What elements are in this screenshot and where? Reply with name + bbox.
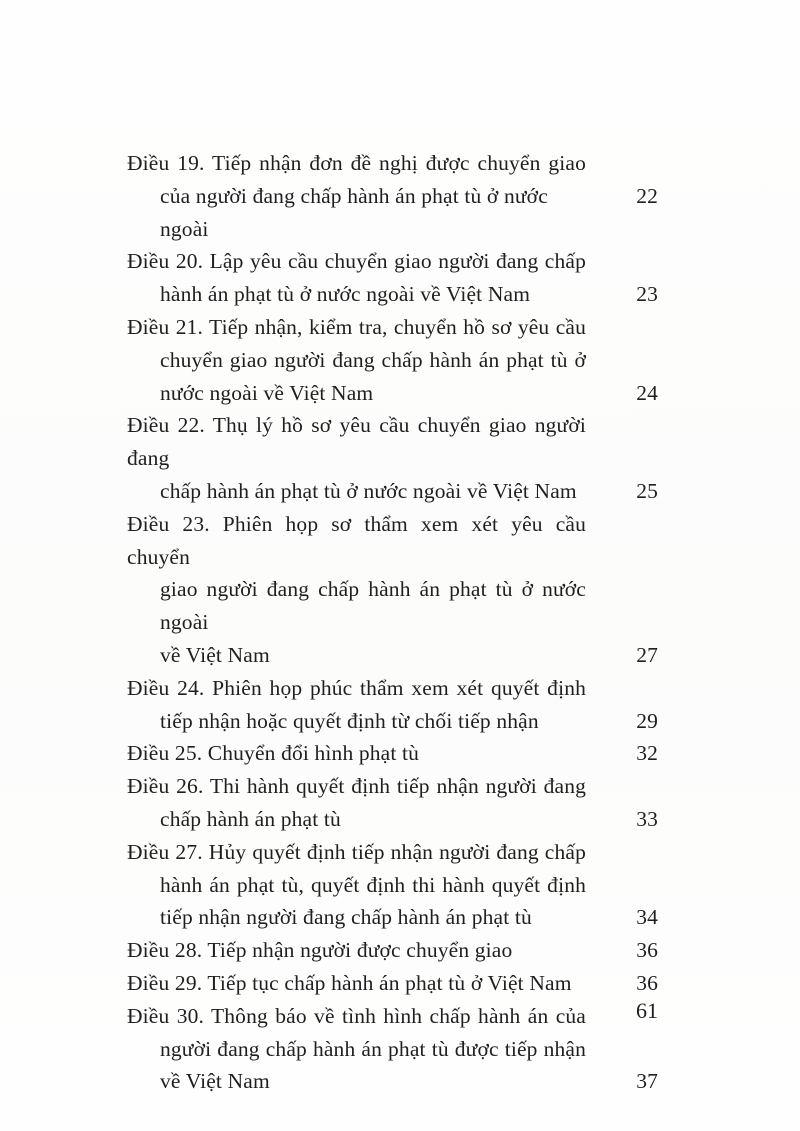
toc-line-text: Điều 20. Lập yêu cầu chuyển giao người đang chấp [127, 249, 586, 274]
toc-line-text: chấp hành án phạt tù [160, 806, 341, 831]
toc-line [127, 770, 658, 803]
toc-line [127, 311, 658, 344]
toc-entry [127, 245, 658, 311]
toc-line-text: Điều 21. Tiếp nhận, kiểm tra, chuyển hồ sơ yêu cầu [127, 314, 586, 339]
toc-entry [127, 508, 658, 672]
toc-page-number: 24 [636, 380, 658, 405]
toc-line-text: chuyển giao người đang chấp hành án phạt tù ở [160, 347, 586, 372]
toc-line-text: Điều 22. Thụ lý hồ sơ yêu cầu chuyển giao người đang [127, 413, 586, 471]
toc-line [127, 901, 658, 934]
toc-line [127, 934, 658, 967]
toc-line-text: Điều 23. Phiên họp sơ thẩm xem xét yêu cầu chuyển [127, 511, 586, 569]
toc-entry [127, 737, 658, 770]
toc-entry [127, 934, 658, 967]
toc-line-text: của người đang chấp hành án phạt tù ở nước ngoài [160, 183, 548, 241]
toc-page-number: 29 [636, 708, 658, 733]
table-of-contents [127, 147, 658, 1098]
toc-line-text: nước ngoài về Việt Nam [160, 380, 374, 405]
toc-page-number: 37 [636, 1069, 658, 1094]
toc-line-text: về Việt Nam [160, 642, 270, 667]
toc-line [127, 475, 658, 508]
toc-line-text: Điều 27. Hủy quyết định tiếp nhận người đang chấp [127, 839, 586, 864]
toc-line-text: tiếp nhận người đang chấp hành án phạt tù [160, 905, 532, 930]
toc-page-number: 34 [636, 905, 658, 930]
toc-page-number: 25 [636, 478, 658, 503]
toc-entry [127, 836, 658, 934]
toc-line [127, 803, 658, 836]
toc-line [127, 278, 658, 311]
toc-entry [127, 770, 658, 836]
toc-line [127, 409, 658, 475]
toc-entry [127, 409, 658, 507]
toc-page-number: 27 [636, 642, 658, 667]
toc-line-text: giao người đang chấp hành án phạt tù ở nước ngoài [160, 577, 586, 635]
toc-page-number: 32 [636, 741, 658, 766]
toc-page-number: 33 [636, 806, 658, 831]
toc-line [127, 508, 658, 574]
toc-line [127, 344, 658, 377]
toc-line [127, 869, 658, 902]
toc-line-text: về Việt Nam [160, 1069, 270, 1094]
toc-line-text: Điều 29. Tiếp tục chấp hành án phạt tù ở Việt Nam [127, 970, 572, 995]
toc-page-number: 22 [636, 183, 658, 208]
toc-entry [127, 311, 658, 409]
toc-line-text: hành án phạt tù, quyết định thi hành quyết định [160, 872, 586, 897]
toc-line [127, 1065, 658, 1098]
toc-line-text: chấp hành án phạt tù ở nước ngoài về Việt Nam [160, 478, 577, 503]
toc-line-text: Điều 25. Chuyển đổi hình phạt tù [127, 741, 420, 766]
toc-entry [127, 672, 658, 738]
footer-page-number: 61 [636, 998, 658, 1023]
toc-line [127, 245, 658, 278]
toc-line [127, 639, 658, 672]
toc-page-number: 36 [636, 970, 658, 995]
toc-line-text: người đang chấp hành án phạt tù được tiếp nhận [160, 1036, 586, 1061]
toc-line-text: Điều 26. Thi hành quyết định tiếp nhận người đang [127, 774, 586, 799]
toc-line-text: Điều 19. Tiếp nhận đơn đề nghị được chuyển giao [127, 151, 586, 175]
toc-line [127, 573, 658, 639]
toc-line [127, 180, 658, 246]
toc-line [127, 836, 658, 869]
toc-line-text: Điều 30. Thông báo về tình hình chấp hành án của [127, 1003, 586, 1028]
toc-line-text: Điều 28. Tiếp nhận người được chuyển giao [127, 938, 513, 963]
toc-line [127, 737, 658, 770]
toc-line [127, 147, 658, 180]
toc-line-text: hành án phạt tù ở nước ngoài về Việt Nam [160, 282, 531, 307]
toc-entry [127, 147, 658, 245]
toc-line-text: tiếp nhận hoặc quyết định từ chối tiếp nhận [160, 708, 539, 733]
toc-line [127, 672, 658, 705]
toc-page-number: 23 [636, 282, 658, 307]
toc-line [127, 1033, 658, 1066]
toc-line [127, 705, 658, 738]
toc-line-text: Điều 24. Phiên họp phúc thẩm xem xét quyết định [127, 675, 586, 700]
toc-line [127, 377, 658, 410]
toc-page-number: 36 [636, 938, 658, 963]
